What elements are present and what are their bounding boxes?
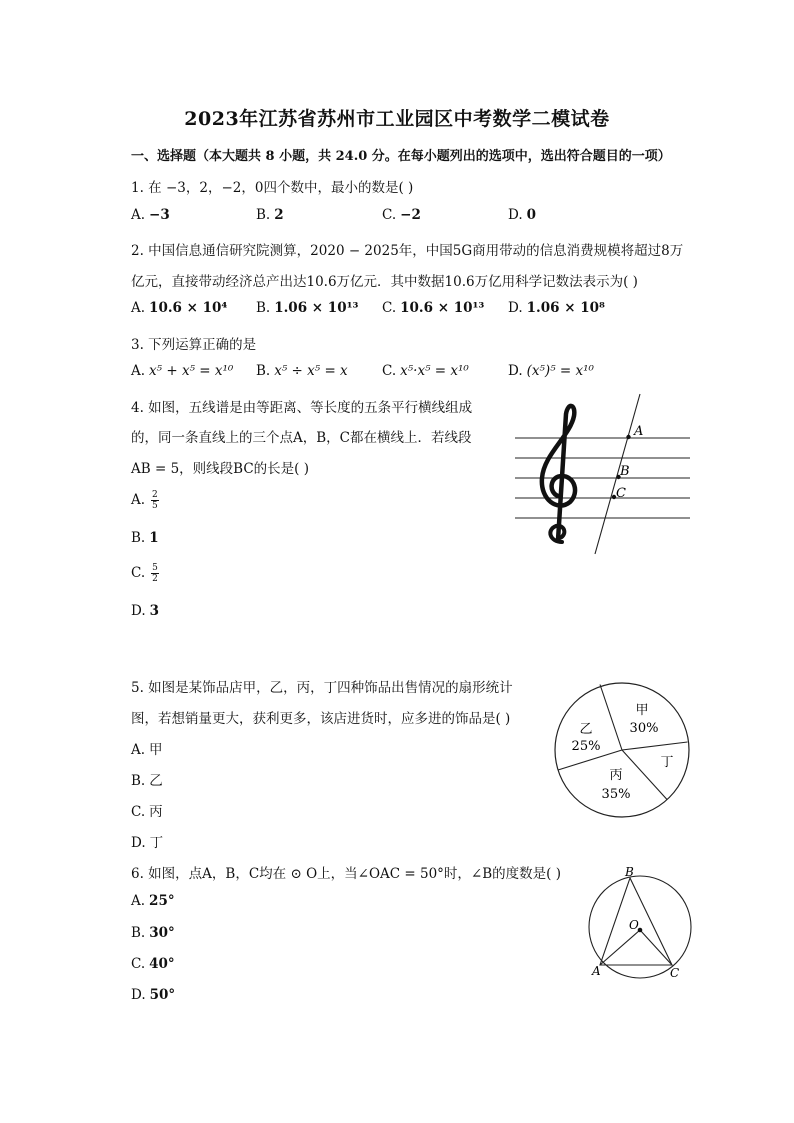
slice-label-jia: 甲	[635, 703, 649, 718]
page-title: 2023年江苏省苏州市工业园区中考数学二模试卷	[184, 108, 610, 130]
q1-stem: 1. 在 −3，2，−2，0四个数中，最小的数是( )	[131, 180, 414, 196]
q4-stem-line1: 4. 如图，五线谱是由等距离、等长度的五条平行横线组成	[131, 400, 473, 416]
q4-option-a[interactable]: A. $\frac{2}{5}$	[131, 490, 158, 511]
slice-pct-yi: 25%	[571, 739, 601, 754]
label-o: O	[629, 918, 639, 932]
transversal-line	[595, 394, 640, 554]
q5-stem-line1: 5. 如图是某饰品店甲，乙，丙，丁四种饰品出售情况的扇形统计	[131, 680, 513, 696]
section-header: 一、选择题（本大题共 8 小题，共 24.0 分。在每小题列出的选项中，选出符合题目的一项）	[131, 149, 671, 164]
label-b: B	[625, 865, 634, 879]
q3-option-a[interactable]: A. x⁵ + x⁵ = x¹⁰	[131, 363, 234, 379]
q5-stem-line2: 图，若想销量更大，获利更多，该店进货时，应多进的饰品是( )	[131, 711, 511, 727]
q2-option-a[interactable]: A. 10.6 × 10⁴	[131, 300, 228, 316]
q2-option-d[interactable]: D. 1.06 × 10⁸	[508, 300, 605, 316]
q3-option-c[interactable]: C. x⁵·x⁵ = x¹⁰	[382, 363, 469, 379]
q5-option-b[interactable]: B. 乙	[131, 773, 163, 789]
q1-option-d[interactable]: D. 0	[508, 207, 537, 223]
fraction: $\frac{5}{2}$	[152, 563, 158, 584]
fraction: $\frac{2}{5}$	[152, 490, 158, 511]
q1-option-c[interactable]: C. −2	[382, 207, 421, 223]
q4-option-c[interactable]: C. $\frac{5}{2}$	[131, 563, 158, 584]
q6-option-c[interactable]: C. 40°	[131, 956, 175, 972]
point-label-a: A	[634, 424, 644, 439]
q1-option-b[interactable]: B. 2	[256, 207, 284, 223]
circle-figure	[583, 862, 698, 984]
label-a: A	[592, 964, 601, 978]
slice-label-ding: 丁	[660, 755, 674, 770]
q4-option-b[interactable]: B. 1	[131, 530, 159, 546]
q5-option-c[interactable]: C. 丙	[131, 804, 163, 820]
q5-option-a[interactable]: A. 甲	[131, 742, 163, 758]
q5-option-d[interactable]: D. 丁	[131, 835, 164, 851]
q4-stem-line3: AB = 5，则线段BC的长是( )	[131, 461, 309, 477]
q6-option-d[interactable]: D. 50°	[131, 987, 176, 1003]
point-label-b: B	[620, 464, 630, 479]
q6-stem: 6. 如图，点A，B，C均在 ⊙ O上，当∠OAC = 50°时，∠B的度数是( )	[131, 866, 561, 882]
slice-pct-jia: 30%	[629, 721, 659, 736]
q2-option-b[interactable]: B. 1.06 × 10¹³	[256, 300, 359, 316]
slice-label-yi: 乙	[579, 722, 593, 737]
q3-option-d[interactable]: D. (x⁵)⁵ = x¹⁰	[508, 363, 594, 379]
pie-divider	[622, 742, 688, 750]
staff-figure	[510, 392, 695, 557]
q4-stem-line2: 的，同一条直线上的三个点A，B，C都在横线上．若线段	[131, 430, 472, 446]
q2-stem-line1: 2. 中国信息通信研究院测算，2020 − 2025年，中国5G商用带动的信息消费规模将超过8万	[131, 243, 684, 259]
point-label-c: C	[616, 486, 626, 501]
circle-o	[589, 876, 691, 978]
q6-option-b[interactable]: B. 30°	[131, 925, 175, 941]
point-a	[626, 435, 630, 439]
segment-oc	[640, 930, 672, 965]
pie-figure	[550, 678, 695, 823]
slice-label-bing: 丙	[609, 768, 623, 783]
q1-option-a[interactable]: A. −3	[131, 207, 170, 223]
treble-clef-icon	[542, 406, 575, 542]
q6-option-a[interactable]: A. 25°	[131, 893, 175, 909]
q4-option-d[interactable]: D. 3	[131, 603, 160, 619]
q2-option-c[interactable]: C. 10.6 × 10¹³	[382, 300, 485, 316]
pie-divider	[600, 685, 622, 751]
q2-stem-line2: 亿元，直接带动经济总产出达10.6万亿元．其中数据10.6万亿用科学记数法表示为( )	[131, 274, 638, 290]
label-c: C	[670, 966, 680, 980]
slice-pct-bing: 35%	[601, 787, 631, 802]
q3-stem: 3. 下列运算正确的是	[131, 337, 257, 353]
q3-option-b[interactable]: B. x⁵ ÷ x⁵ = x	[256, 363, 348, 379]
